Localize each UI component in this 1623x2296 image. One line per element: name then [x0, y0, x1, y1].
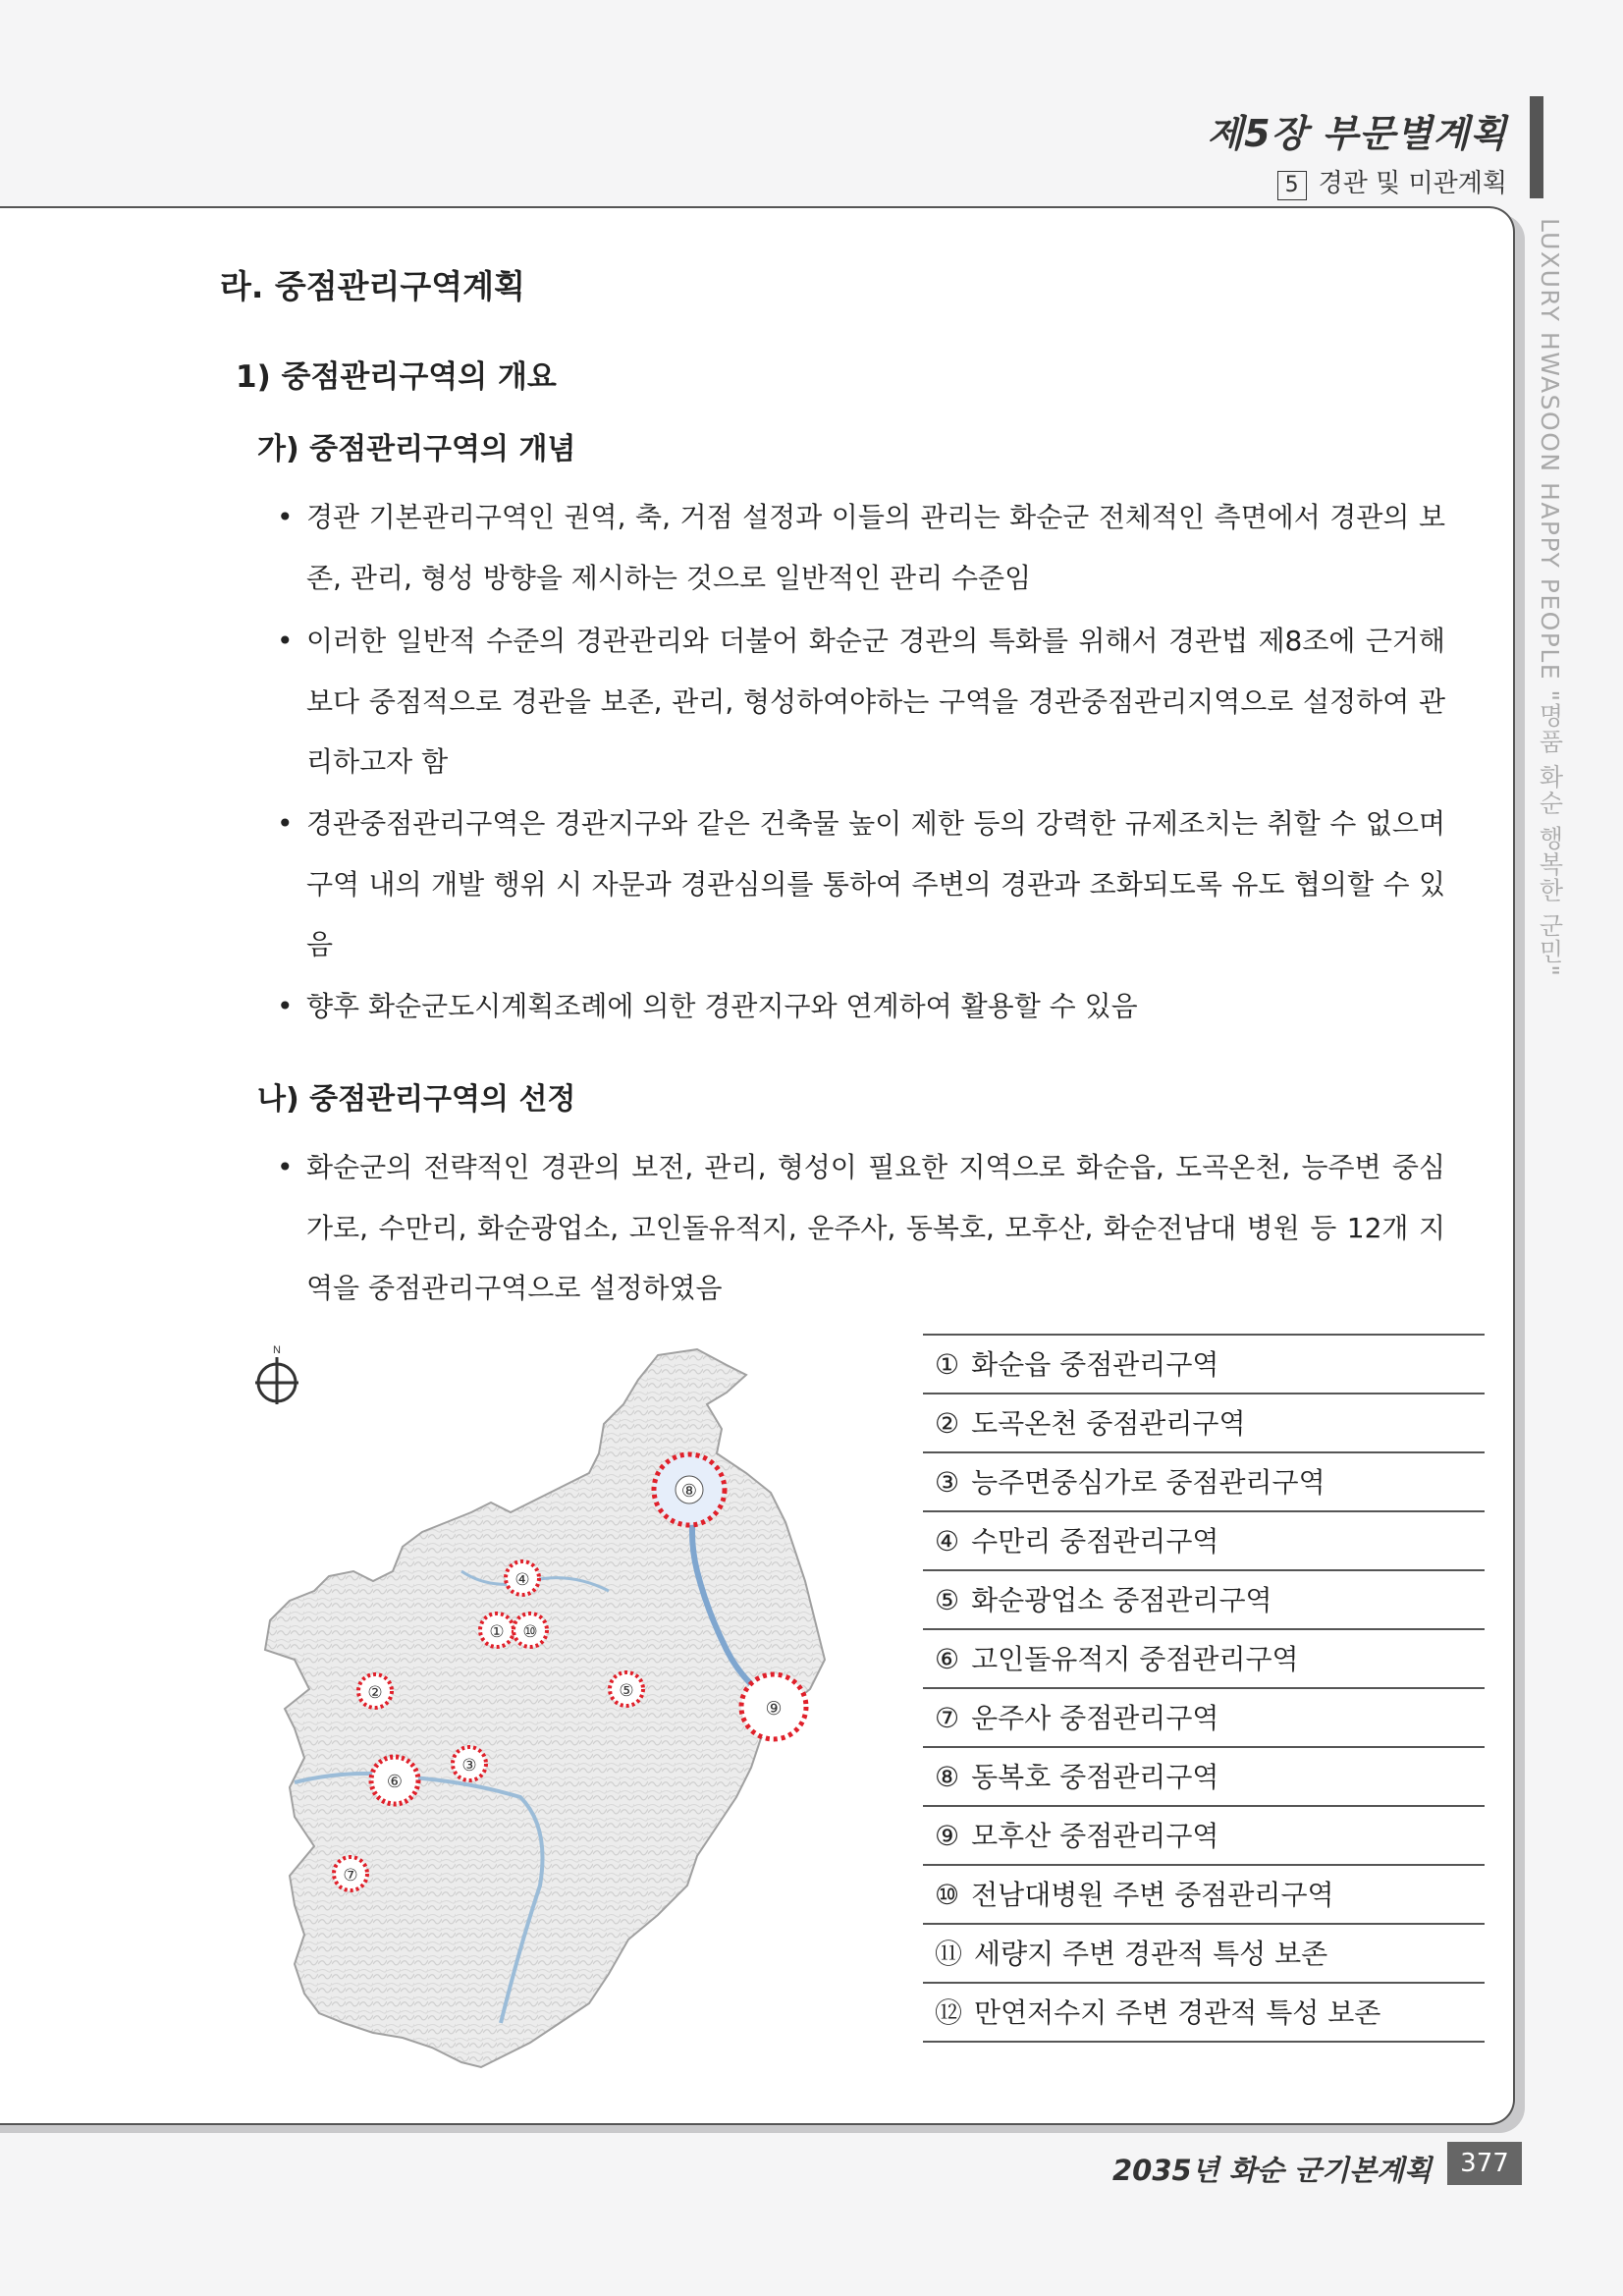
marker-6 [371, 1757, 418, 1804]
svg-text:⑧: ⑧ [680, 1481, 698, 1502]
svg-text:⑤: ⑤ [619, 1681, 634, 1701]
section-title [1277, 163, 1507, 200]
legend-item: ② 도곡온천 중점관리구역 [923, 1393, 1485, 1451]
chapter-title: 제5장 부문별계획 [1207, 112, 1507, 155]
legend-item: ⑥ 고인돌유적지 중점관리구역 [923, 1628, 1485, 1687]
svg-text:①: ① [489, 1622, 505, 1642]
bullet-item: • 경관중점관리구역은 경관지구와 같은 건축물 높이 제한 등의 강력한 규제조치는 취할 수 없으며 구역 내의 개발 행위 시 자문과 경관심의를 통하여 주변의 경관과 조화되도록 유도 협의할 수 있음 [277, 807, 1445, 960]
bullet-item: • 향후 화순군도시계획조례에 의한 경관지구와 연계하여 활용할 수 있음 [277, 990, 1138, 1022]
chapter-bar [1530, 96, 1543, 198]
legend-item: ③ 능주면중심가로 중점관리구역 [923, 1451, 1485, 1510]
legend-item: ① 화순읍 중점관리구역 [923, 1334, 1485, 1393]
legend-list [923, 1334, 1485, 2043]
section-title-text: 경관 및 미관계획 [1318, 169, 1507, 198]
marker-8 [654, 1454, 725, 1525]
legend-item: ⑧ 동복호 중점관리구역 [923, 1746, 1485, 1805]
svg-text:④: ④ [514, 1570, 530, 1590]
legend-item: ⑪ 세량지 주변 경관적 특성 보존 [923, 1923, 1485, 1982]
section-number: 5 [1277, 171, 1307, 200]
legend-item: ⑩ 전남대병원 주변 중점관리구역 [923, 1864, 1485, 1923]
legend-item: ⑦ 운주사 중점관리구역 [923, 1687, 1485, 1746]
heading-overview: 1) 중점관리구역의 개요 [236, 359, 557, 395]
north-arrow-icon [255, 1344, 298, 1404]
county-outline [265, 1349, 825, 2067]
marker-4 [506, 1561, 539, 1595]
svg-text:⑥: ⑥ [386, 1772, 404, 1792]
side-slogan: LUXURY HWASOON HAPPY PEOPLE "명품 화순 행복한 군민" [1536, 218, 1564, 978]
north-label: N [273, 1344, 281, 1356]
svg-text:⑨: ⑨ [765, 1698, 783, 1720]
marker-9 [741, 1674, 806, 1739]
svg-text:⑦: ⑦ [343, 1866, 358, 1886]
legend-item: ⑤ 화순광업소 중점관리구역 [923, 1569, 1485, 1628]
bullet-item: • 화순군의 전략적인 경관의 보전, 관리, 형성이 필요한 지역으로 화순읍, 도곡온천, 능주변 중심가로, 수만리, 화순광업소, 고인돌유적지, 운주사, 동복호, 모후산, 화순전남대 병원 등 12개 지역을 중점관리구역으로 설정하였음 [277, 1151, 1445, 1304]
svg-text:③: ③ [461, 1756, 477, 1776]
svg-text:②: ② [367, 1683, 383, 1703]
legend-item: ④ 수만리 중점관리구역 [923, 1510, 1485, 1569]
bullet-item: • 이러한 일반적 수준의 경관관리와 더불어 화순군 경관의 특화를 위해서 경관법 제8조에 근거해 보다 중점적으로 경관을 보존, 관리, 형성하여야하는 구역을 경관중점관리지역으로 설정하여 관리하고자 함 [277, 625, 1445, 778]
page-number: 377 [1447, 2142, 1522, 2185]
marker-1 [480, 1613, 514, 1647]
footer-title: 2035년 화순 군기본계획 [1111, 2154, 1432, 2187]
heading-concept: 가) 중점관리구역의 개념 [257, 432, 576, 466]
marker-3 [453, 1747, 486, 1780]
marker-2 [358, 1674, 392, 1708]
heading-main: 라. 중점관리구역계획 [220, 267, 525, 305]
marker-5 [610, 1672, 643, 1706]
legend-item: ⑫ 만연저수지 주변 경관적 특성 보존 [923, 1982, 1485, 2041]
hwasun-map [236, 1336, 864, 2074]
legend-item: ⑨ 모후산 중점관리구역 [923, 1805, 1485, 1864]
svg-text:⑩: ⑩ [522, 1622, 538, 1642]
marker-7 [334, 1857, 367, 1890]
bullet-item: • 경관 기본관리구역인 권역, 축, 거점 설정과 이들의 관리는 화순군 전체적인 측면에서 경관의 보존, 관리, 형성 방향을 제시하는 것으로 일반적인 관리 수준임 [277, 501, 1445, 594]
marker-10 [514, 1613, 547, 1647]
heading-selection: 나) 중점관리구역의 선정 [257, 1082, 576, 1117]
